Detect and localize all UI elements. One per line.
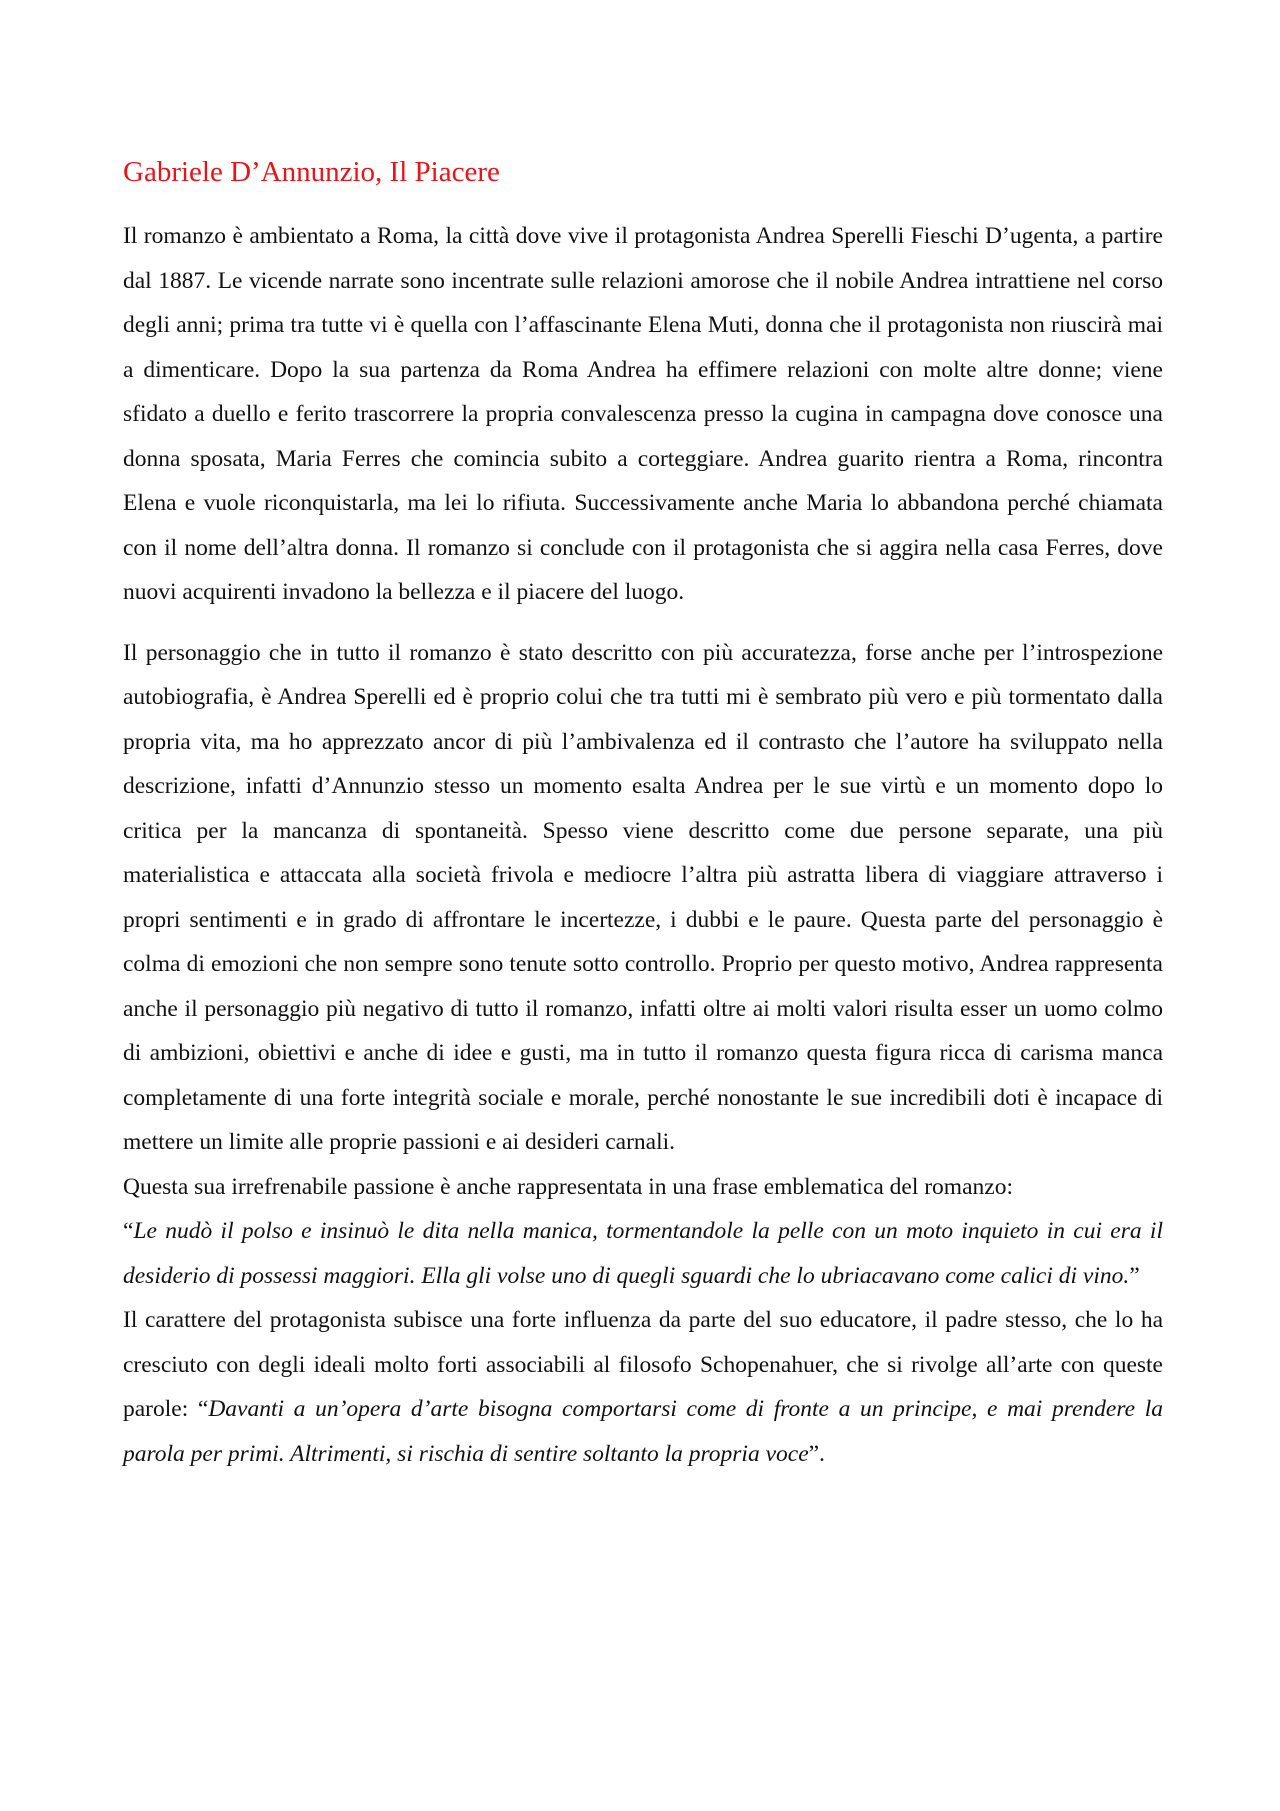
- quote-2-text: Davanti a un’opera d’arte bisogna comportarsi come di fronte a un principe, e mai prendere la parola per primi. Altrimenti, si rischia di sentire soltanto la propria voce: [123, 1396, 1163, 1467]
- document-title: Gabriele D’Annunzio, Il Piacere: [123, 156, 500, 188]
- paragraph-quote-1: [123, 1209, 1163, 1298]
- quote-2-close-mark: ”.: [808, 1440, 825, 1467]
- quote-1-text: Le nudò il polso e insinuò le dita nella manica, tormentandole la pelle con un moto inquieto in cui era il desiderio di possessi maggiori. Ella gli volse uno di quegli sguardi che lo ubriacavano come calici di vino.: [123, 1218, 1163, 1289]
- quote-open-mark: “: [123, 1218, 134, 1244]
- paragraph-quote-intro: Questa sua irrefrenabile passione è anche rappresentata in una frase emblematica del romanzo:: [123, 1173, 1013, 1200]
- paragraph-spacer: [123, 615, 1163, 631]
- quote-close-mark: ”: [1129, 1262, 1140, 1289]
- educator-lead-text: Il carattere del protagonista subisce una forte influenza da parte del suo educatore, il padre stesso, che lo ha cresciuto con degli ideali molto forti associabili al filosofo Schopenahuer, che si rivolge all’arte con queste parole: “: [123, 1307, 1163, 1422]
- paragraph-character-analysis: Il personaggio che in tutto il romanzo è stato descritto con più accuratezza, forse anche per l’introspezione autobiografia, è Andrea Sperelli ed è proprio colui che tra tutti mi è sembrato più vero e più tormentato dalla propria vita, ma ho apprezzato ancor di più l’ambivalenza ed il contrasto che l’autore ha sviluppato nella descrizione, infatti d’Annunzio stesso un momento esalta Andrea per le sue virtù e un momento dopo lo critica per la mancanza di spontaneità. Spesso viene descritto come due persone separate, una più materialistica e attaccata alla società frivola e mediocre l’altra più astratta libera di viaggiare attraverso i propri sentimenti e in grado di affrontare le incertezze, i dubbi e le paure. Questa parte del personaggio è colma di emozioni che non sempre sono tenute sotto controllo. Proprio per questo motivo, Andrea rappresenta anche il personaggio più negativo di tutto il romanzo, infatti oltre ai molti valori risulta esser un uomo colmo di ambizioni, obiettivi e anche di idee e gusti, ma in tutto il romanzo questa figura ricca di carisma manca completamente di una forte integrità sociale e morale, perché nonostante le sue incredibili doti è incapace di mettere un limite alle proprie passioni e ai desideri carnali.: [123, 639, 1163, 1155]
- paragraph-educator: [123, 1298, 1163, 1476]
- document-body: [123, 152, 1163, 1476]
- paragraph-plot-summary: Il romanzo è ambientato a Roma, la città dove vive il protagonista Andrea Sperelli Fieschi D’ugenta, a partire dal 1887. Le vicende narrate sono incentrate sulle relazioni amorose che il nobile Andrea intrattiene nel corso degli anni; prima tra tutte vi è quella con l’affascinante Elena Muti, donna che il protagonista non riuscirà mai a dimenticare. Dopo la sua partenza da Roma Andrea ha effimere relazioni con molte altre donne; viene sfidato a duello e ferito trascorrere la propria convalescenza presso la cugina in campagna dove conosce una donna sposata, Maria Ferres che comincia subito a corteggiare. Andrea guarito rientra a Roma, rincontra Elena e vuole riconquistarla, ma lei lo rifiuta. Successivamente anche Maria lo abbandona perché chiamata con il nome dell’altra donna. Il romanzo si conclude con il protagonista che si aggira nella casa Ferres, dove nuovi acquirenti invadono la bellezza e il piacere del luogo.: [123, 223, 1163, 605]
